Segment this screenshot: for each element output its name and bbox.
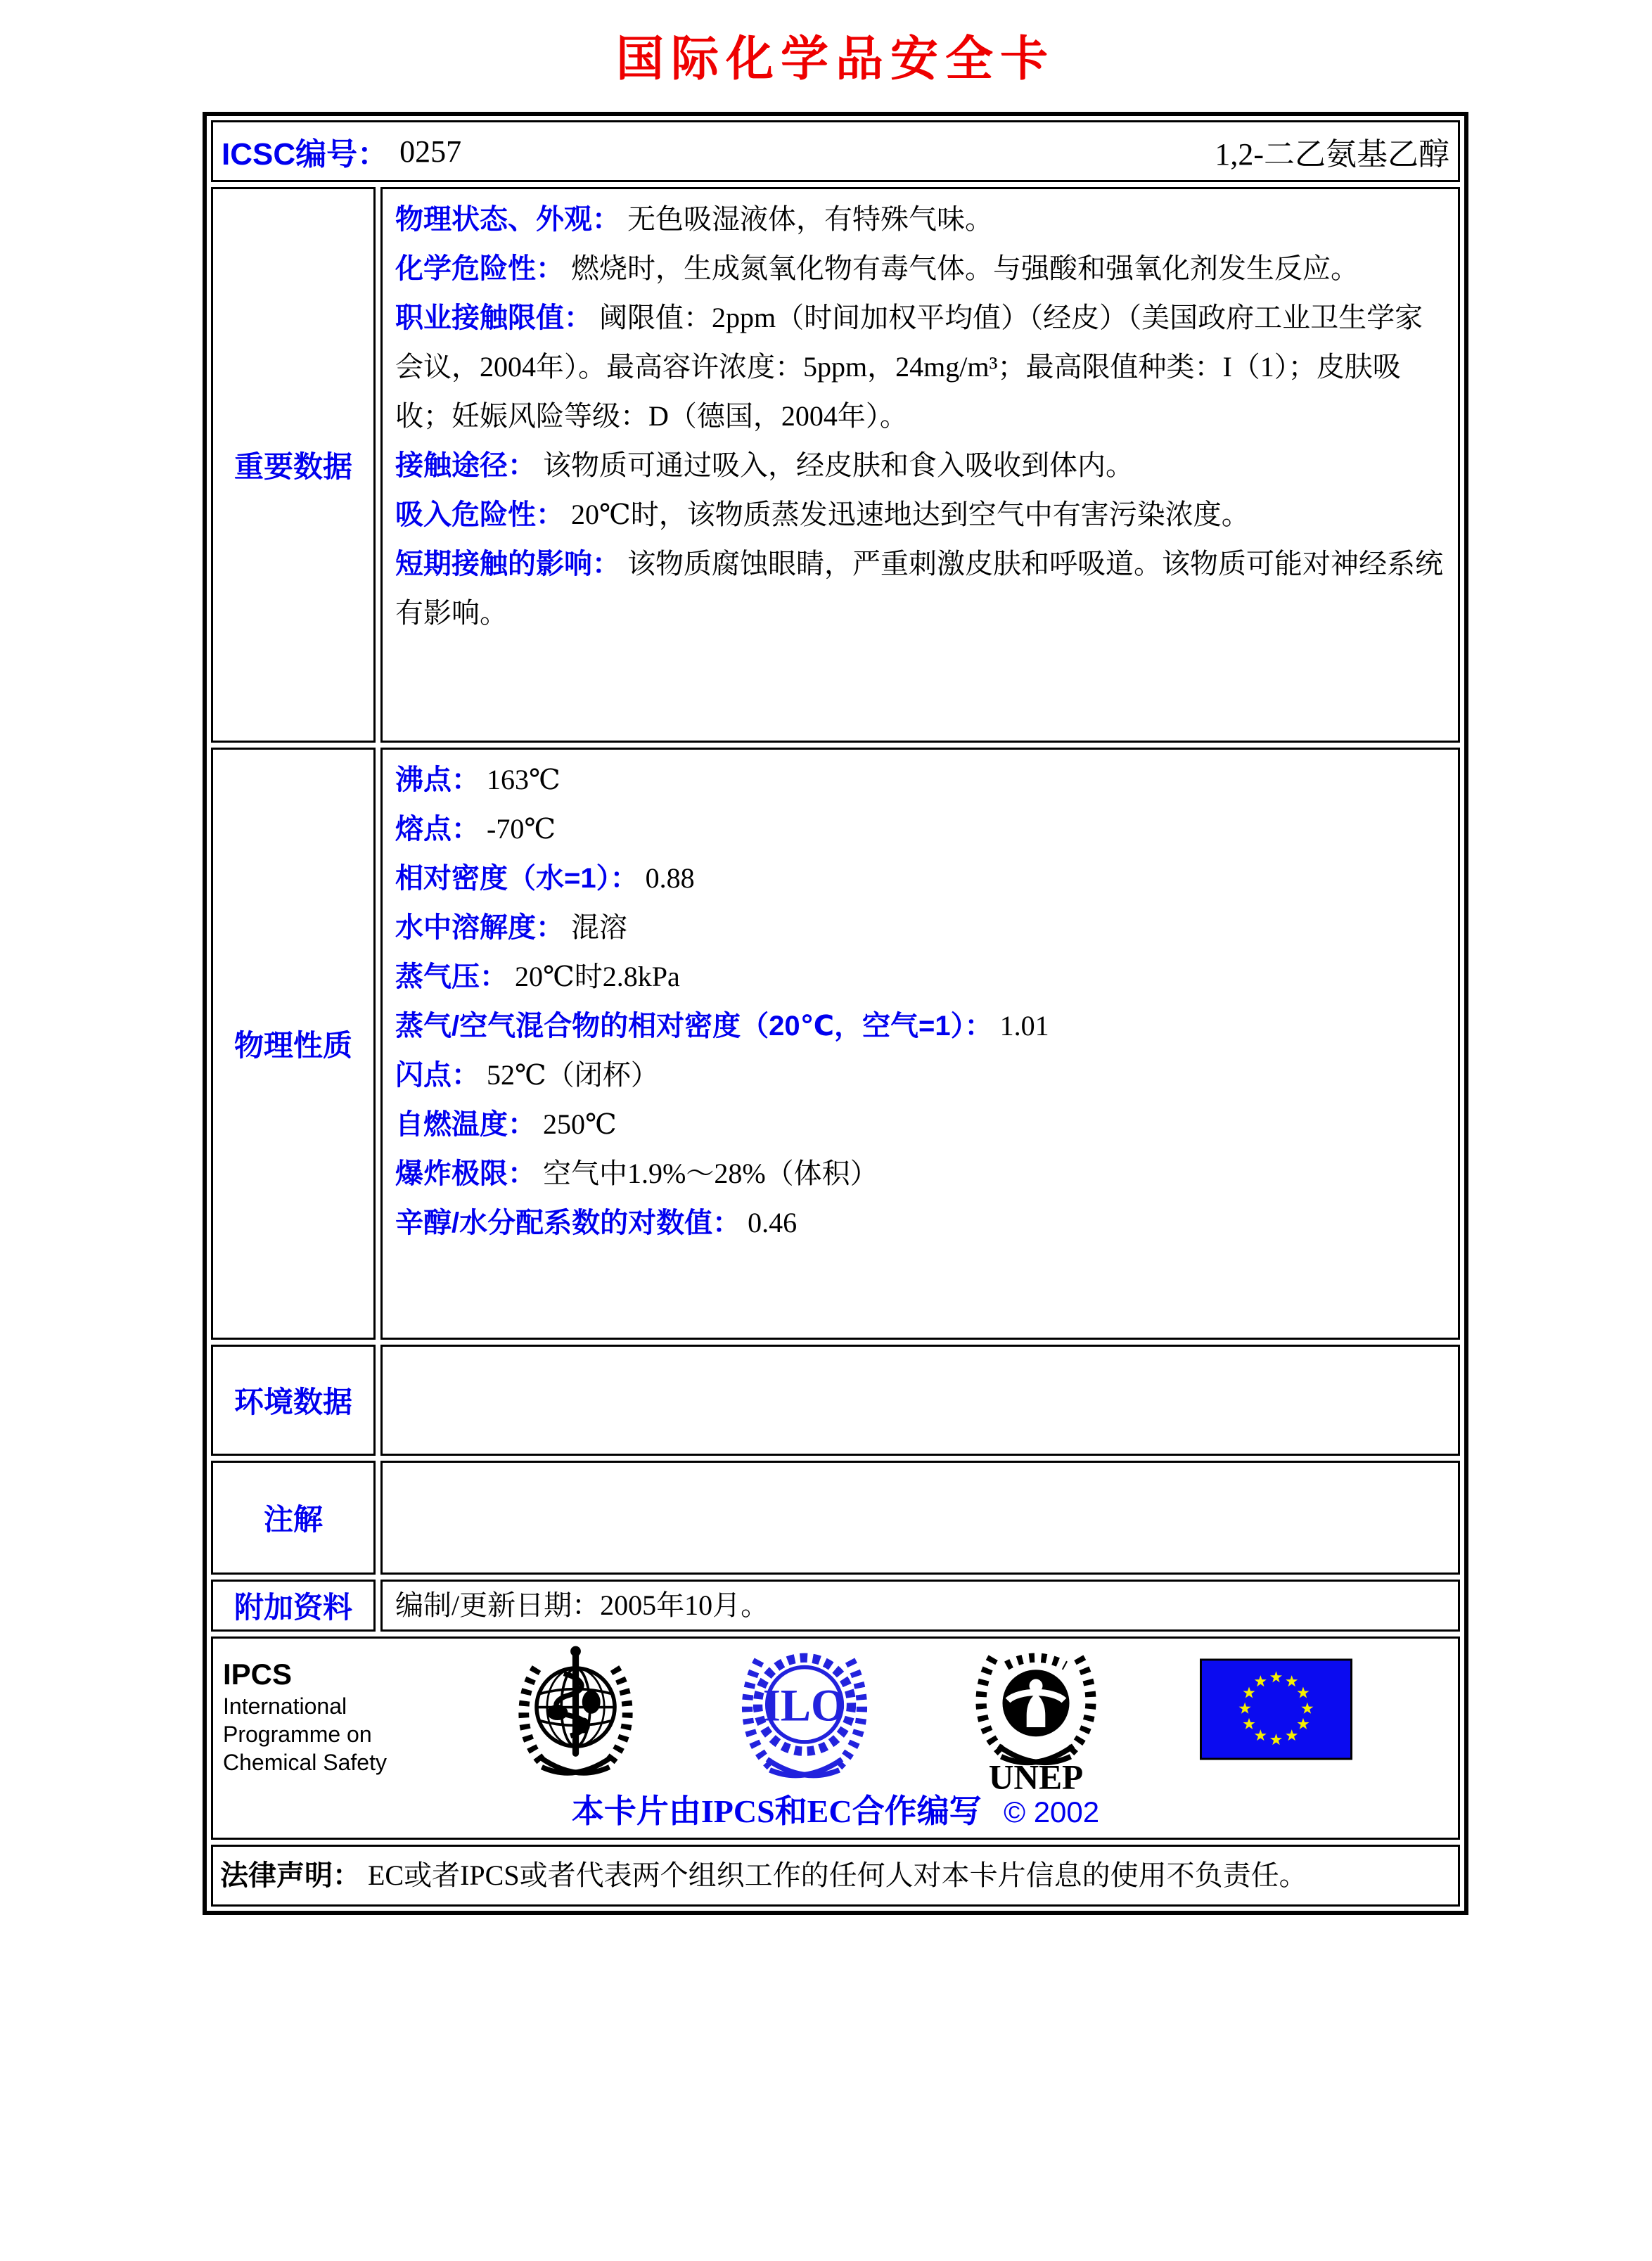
footer-cell: [211, 1636, 1460, 1840]
property-entry: [395, 539, 1445, 638]
notes-content: [380, 1461, 1460, 1575]
field-label: 职业接触限值：: [395, 302, 592, 333]
legal-label: 法律声明：: [220, 1860, 361, 1891]
property-entry: [395, 441, 1445, 490]
ilo-monogram-text: ILO: [762, 1679, 847, 1731]
additional-info-row: [211, 1580, 1460, 1632]
chemical-name: 1,2-二乙氨基乙醇: [1215, 137, 1449, 172]
field-value: 250℃: [543, 1108, 617, 1140]
field-label: 蒸气压：: [395, 961, 508, 992]
ipcs-line-3: Chemical Safety: [223, 1750, 387, 1775]
field-value: -70℃: [487, 813, 556, 845]
property-entry: [395, 1100, 1445, 1149]
icsc-card: [203, 112, 1468, 1915]
field-label: 辛醇/水分配系数的对数值：: [395, 1208, 741, 1238]
property-entry: [395, 1589, 769, 1622]
legal-text: EC或者IPCS或者代表两个组织工作的任何人对本卡片信息的使用不负责任。: [368, 1859, 1307, 1891]
property-entry: [395, 1149, 1445, 1198]
copyright-text: © 2002: [1004, 1795, 1100, 1828]
field-value: 20℃时，该物质蒸发迅速地达到空气中有害污染浓度。: [571, 499, 1250, 530]
property-entry: [395, 293, 1445, 441]
property-entry: [395, 490, 1445, 539]
unep-caption-text: UNEP: [988, 1757, 1083, 1795]
section-label-important-data: 重要数据: [211, 187, 376, 743]
field-label: 物理状态、外观：: [395, 204, 620, 235]
ipcs-line-2: Programme on: [223, 1722, 372, 1747]
header-cell: [211, 120, 1460, 182]
property-entry: [395, 903, 1445, 952]
section-label-environmental-data: 环境数据: [211, 1345, 376, 1456]
credit-line: [213, 1786, 1458, 1832]
icsc-number-label: ICSC编号：: [222, 137, 389, 172]
eu-flag-icon: [1200, 1658, 1352, 1760]
icsc-number-value: 0257: [399, 134, 462, 169]
field-label: 吸入危险性：: [395, 499, 564, 530]
field-value: 0.46: [748, 1207, 798, 1238]
property-entry: [395, 854, 1445, 903]
field-label: 化学危险性：: [395, 253, 564, 284]
field-value: 52℃（闭杯）: [487, 1059, 659, 1091]
field-value: 163℃: [487, 764, 561, 795]
field-value: 空气中1.9%～28%（体积）: [543, 1158, 878, 1189]
field-value: 编制/更新日期：2005年10月。: [395, 1589, 769, 1621]
field-label: 沸点：: [395, 764, 480, 795]
field-label: 闪点：: [395, 1060, 480, 1091]
section-label-physical-properties: 物理性质: [211, 748, 376, 1340]
field-label: 接触途径：: [395, 450, 536, 481]
footer-row: [211, 1636, 1460, 1840]
important-data-row: [211, 187, 1460, 743]
property-entry: [395, 195, 1445, 244]
field-value: 20℃时2.8kPa: [515, 961, 680, 992]
field-label: 蒸气/空气混合物的相对密度（20℃，空气=1）：: [395, 1011, 993, 1042]
notes-row: [211, 1461, 1460, 1575]
unep-logo-icon: [969, 1644, 1103, 1795]
field-value: 无色吸湿液体，有特殊气味。: [627, 203, 993, 235]
section-label-additional-info: 附加资料: [211, 1580, 376, 1632]
field-value: 燃烧时，生成氮氧化物有毒气体。与强酸和强氧化剂发生反应。: [571, 252, 1359, 284]
field-value: 该物质腐蚀眼睛，严重刺激皮肤和呼吸道。该物质可能对神经系统有影响。: [395, 548, 1443, 629]
ipcs-text-block: [223, 1657, 413, 1776]
icsc-page: [0, 21, 1652, 2261]
field-value: 阈限值：2ppm（时间加权平均值）（经皮）（美国政府工业卫生学家会议，2004年）。最高容许浓度：5ppm，24mg/m³；最高限值种类：I（1）；皮肤吸收；妊娠风险等级：D（德国，2004年）。: [395, 302, 1423, 432]
environmental-data-row: [211, 1345, 1460, 1456]
property-entry: [395, 805, 1445, 854]
physical-properties-content: [380, 748, 1460, 1340]
who-logo-icon: [511, 1644, 641, 1788]
physical-properties-row: [211, 748, 1460, 1340]
ilo-logo-icon: [738, 1644, 871, 1785]
logos-row: [213, 1643, 1458, 1795]
credit-text: 本卡片由IPCS和EC合作编写: [571, 1793, 982, 1829]
field-label: 相对密度（水=1）：: [395, 863, 639, 894]
ipcs-line-1: International: [223, 1693, 347, 1719]
field-label: 爆炸极限：: [395, 1158, 536, 1189]
field-value: 0.88: [645, 862, 695, 894]
field-value: 该物质可通过吸入，经皮肤和食入吸收到体内。: [543, 449, 1134, 481]
property-entry: [395, 755, 1445, 805]
legal-row: [211, 1845, 1460, 1907]
ipcs-acronym: IPCS: [223, 1658, 293, 1691]
field-label: 短期接触的影响：: [395, 549, 620, 579]
section-label-notes: 注解: [211, 1461, 376, 1575]
field-value: 1.01: [999, 1010, 1049, 1042]
property-entry: [395, 1051, 1445, 1100]
property-entry: [395, 1198, 1445, 1248]
environmental-data-content: [380, 1345, 1460, 1456]
legal-cell: [211, 1845, 1460, 1907]
property-entry: [395, 1001, 1445, 1051]
field-label: 自燃温度：: [395, 1109, 536, 1140]
page-title: 国际化学品安全卡: [615, 32, 1055, 86]
additional-info-content: [380, 1580, 1460, 1632]
field-value: 混溶: [571, 911, 627, 943]
field-label: 熔点：: [395, 814, 480, 845]
property-entry: [395, 952, 1445, 1001]
icsc-number-group: [222, 129, 461, 174]
header-row: [211, 120, 1460, 182]
important-data-content: [380, 187, 1460, 743]
field-label: 水中溶解度：: [395, 912, 564, 943]
property-entry: [395, 244, 1445, 293]
